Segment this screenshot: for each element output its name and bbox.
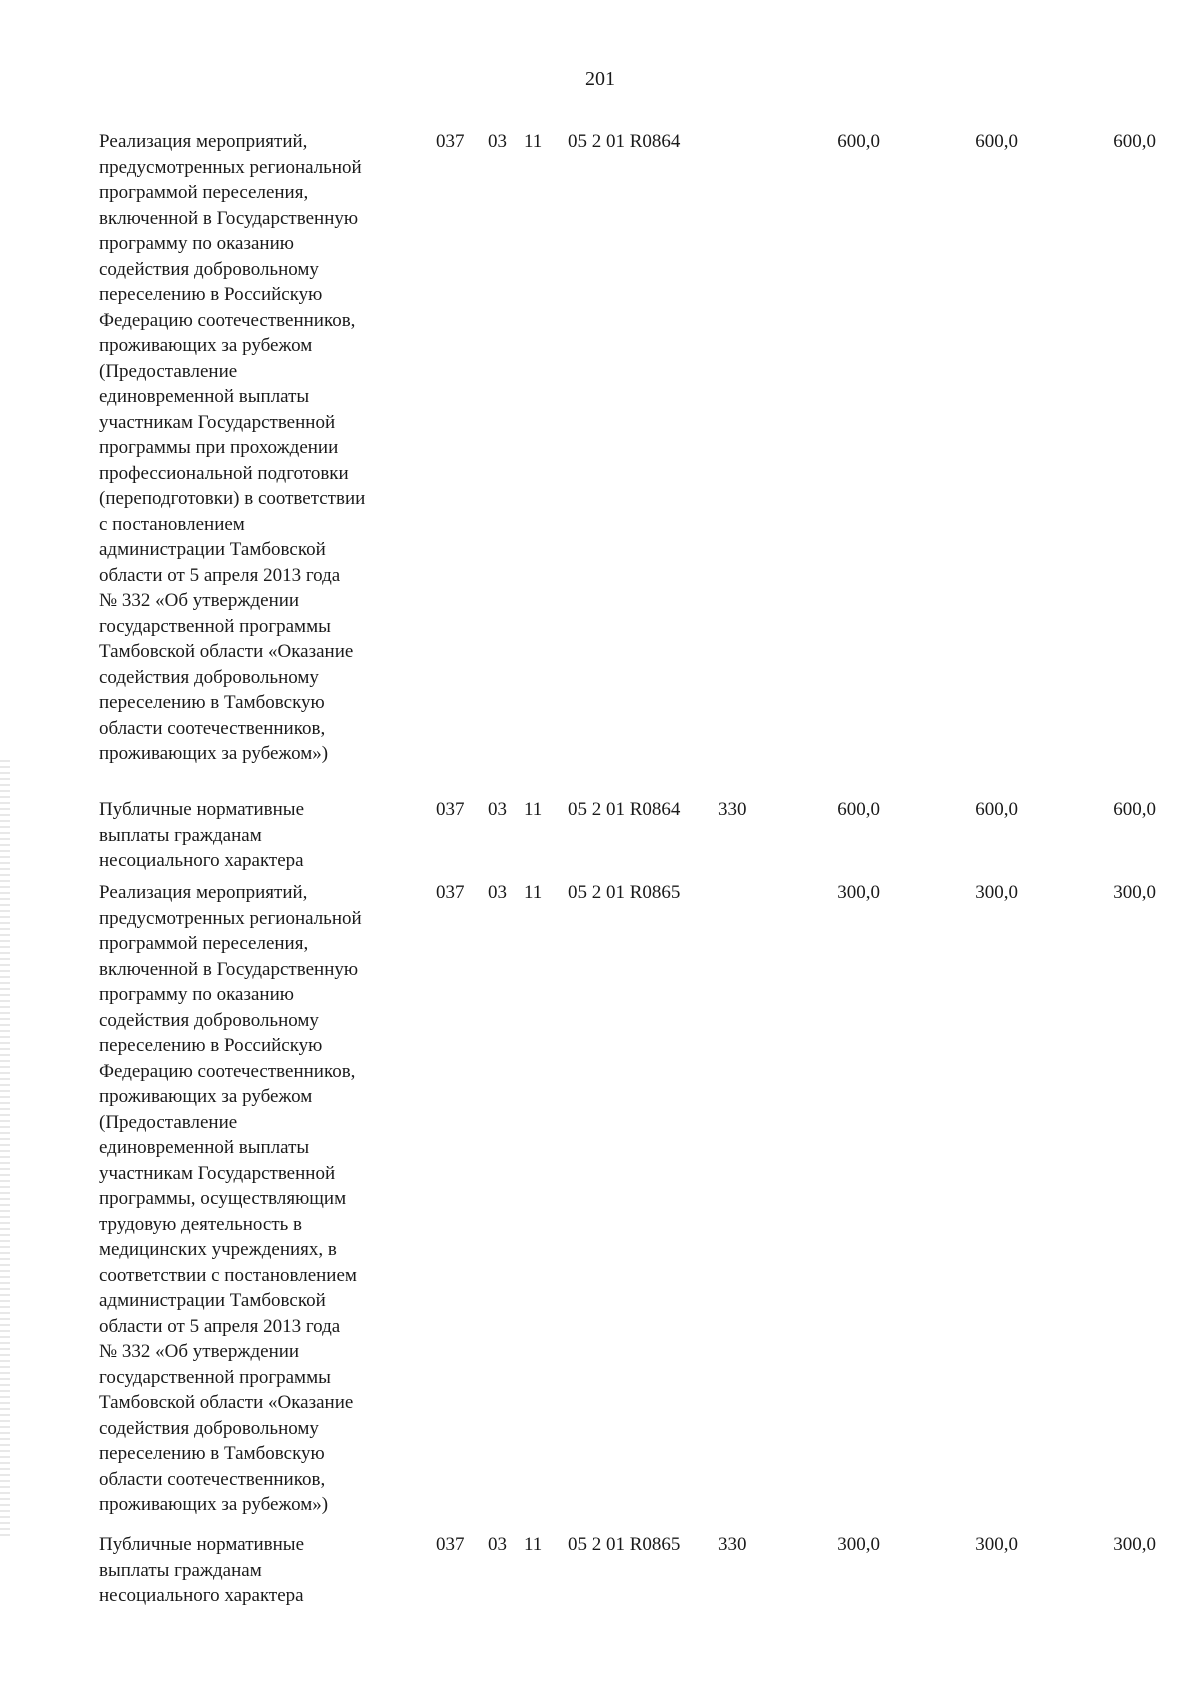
amount-year-1: 600,0	[837, 131, 880, 152]
amount-year-3: 600,0	[1113, 131, 1156, 152]
grbs-code: 037	[436, 799, 465, 820]
row-description: Публичные нормативные выплаты гражданам несоциального характера	[99, 799, 305, 871]
amount-year-1: 600,0	[837, 799, 880, 820]
section-code: 03	[488, 882, 507, 903]
amount-year-3: 300,0	[1113, 882, 1156, 903]
amount-year-2: 300,0	[975, 882, 1018, 903]
target-article-code: 05 2 01 R0865	[568, 1534, 681, 1555]
amount-year-2: 300,0	[975, 1534, 1018, 1555]
amount-year-3: 300,0	[1113, 1534, 1156, 1555]
row-description: Реализация мероприятий, предусмотренных региональной программой переселения, включенной в Государственную программу по оказанию содействия добровольному переселению в Российскую Федерацию соотечественников, проживающих за рубежом (Предоставление единовременной выплаты участникам Государственной программы, осуществляющим трудовую деятельность в медицинских учреждениях, в соответствии с постановлением администрации Тамбовской области от 5 апреля 2013 года № 332 «Об утверждении государственной программы Тамбовской области «Оказание содействия добровольному переселению в Тамбовскую области соотечественников, проживающих за рубежом»)	[99, 882, 362, 1515]
target-article-code: 05 2 01 R0864	[568, 131, 681, 152]
amount-year-1: 300,0	[837, 1534, 880, 1555]
page-number: 201	[585, 68, 615, 90]
section-code: 03	[488, 131, 507, 152]
amount-year-2: 600,0	[975, 131, 1018, 152]
section-code: 03	[488, 799, 507, 820]
target-article-code: 05 2 01 R0864	[568, 799, 681, 820]
grbs-code: 037	[436, 882, 465, 903]
grbs-code: 037	[436, 1534, 465, 1555]
subsection-code: 11	[524, 131, 543, 152]
row-description: Публичные нормативные выплаты гражданам несоциального характера	[99, 1534, 305, 1606]
expense-type-code: 330	[718, 1534, 747, 1555]
row-description: Реализация мероприятий, предусмотренных региональной программой переселения, включенной в Государственную программу по оказанию содействия добровольному переселению в Российскую Федерацию соотечественников, проживающих за рубежом (Предоставление единовременной выплаты участникам Государственной программы при прохождении профессиональной подготовки (переподготовки) в соответствии с постановлением администрации Тамбовской области от 5 апреля 2013 года № 332 «Об утверждении государственной программы Тамбовской области «Оказание содействия добровольному переселению в Тамбовскую области соотечественников, проживающих за рубежом»)	[99, 131, 366, 764]
grbs-code: 037	[436, 131, 465, 152]
target-article-code: 05 2 01 R0865	[568, 882, 681, 903]
subsection-code: 11	[524, 1534, 543, 1555]
amount-year-1: 300,0	[837, 882, 880, 903]
amount-year-3: 600,0	[1113, 799, 1156, 820]
expense-type-code: 330	[718, 799, 747, 820]
subsection-code: 11	[524, 882, 543, 903]
binding-shadow	[0, 760, 10, 1540]
subsection-code: 11	[524, 799, 543, 820]
section-code: 03	[488, 1534, 507, 1555]
amount-year-2: 600,0	[975, 799, 1018, 820]
